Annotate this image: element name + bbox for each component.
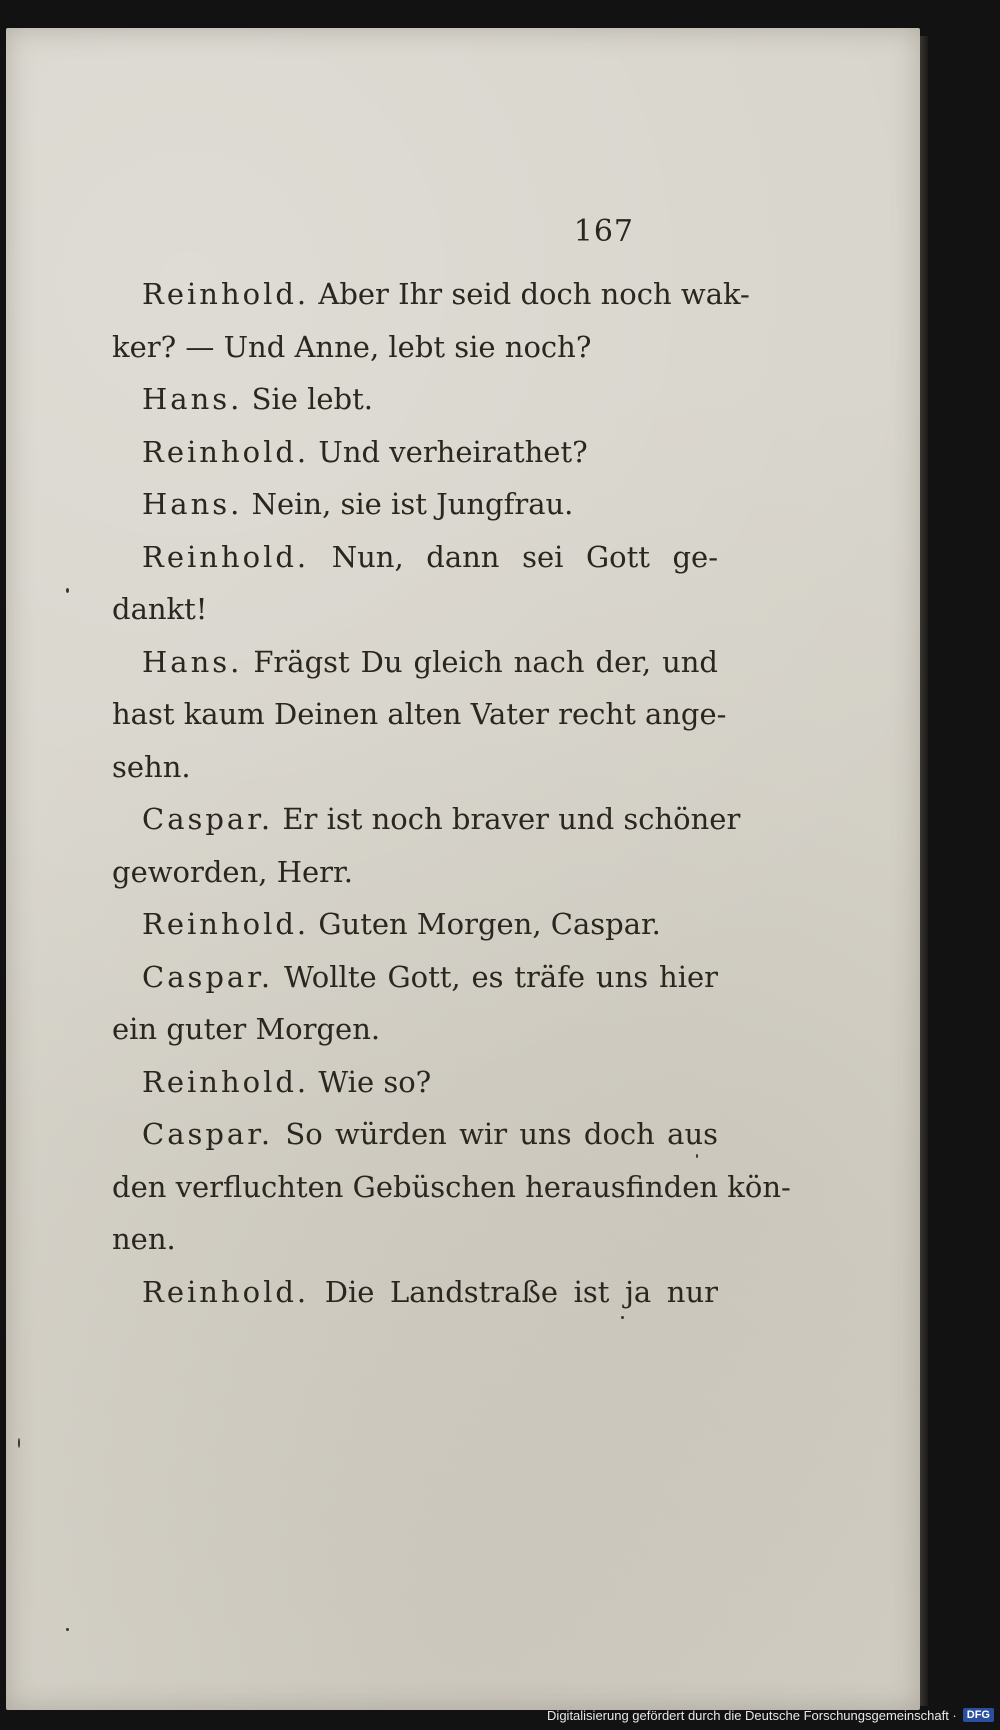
speaker-name: Reinhold.	[142, 1064, 310, 1099]
line-text: den verfluchten Gebüschen herausfinden kön-	[112, 1169, 791, 1204]
line-text: nen.	[112, 1222, 176, 1256]
text-line	[112, 1161, 791, 1214]
paper-speck	[621, 1316, 624, 1319]
page-number: 167	[573, 214, 634, 249]
line-text: geworden, Herr.	[112, 854, 353, 889]
book-page	[6, 28, 920, 1710]
speaker-name: Caspar.	[142, 802, 274, 836]
speaker-name: Reinhold.	[142, 434, 310, 469]
line-text: Nun, dann sei Gott ge-	[331, 539, 719, 574]
text-line	[112, 741, 718, 794]
line-text: Er ist noch braver und schöner	[282, 802, 741, 836]
text-line	[112, 1056, 718, 1109]
text-line	[112, 846, 718, 899]
text-line	[112, 531, 718, 584]
text-block	[112, 268, 791, 1318]
speaker-name: Hans.	[142, 644, 243, 679]
dfg-logo: DFG	[963, 1708, 994, 1722]
line-text: Frägst Du gleich nach der, und	[253, 644, 718, 679]
speaker-name: Hans.	[142, 487, 243, 521]
text-line	[112, 478, 718, 531]
paper-speck	[696, 1154, 698, 1158]
speaker-name: Reinhold.	[142, 277, 310, 311]
speaker-name: Caspar.	[142, 959, 274, 994]
line-text: ein guter Morgen.	[112, 1012, 381, 1046]
speaker-name: Reinhold.	[142, 907, 310, 941]
text-line	[112, 898, 718, 951]
text-line	[112, 793, 741, 846]
text-line	[112, 321, 718, 374]
text-line	[112, 268, 750, 321]
book-spine	[920, 36, 928, 1706]
speaker-name: Hans.	[142, 382, 243, 416]
speaker-name: Caspar.	[142, 1117, 274, 1151]
line-text: Sie lebt.	[251, 382, 373, 416]
paper-speck	[18, 1438, 20, 1448]
line-text: Wollte Gott, es träfe uns hier	[283, 959, 718, 994]
line-text: Und verheirathet?	[318, 434, 588, 469]
text-line	[112, 426, 718, 479]
text-line	[112, 1213, 718, 1266]
paper-speck	[66, 588, 69, 593]
text-line	[112, 373, 718, 426]
paper-speck	[66, 1628, 69, 1631]
text-line	[112, 1108, 718, 1161]
text-line	[112, 1003, 718, 1056]
line-text: dankt!	[112, 592, 208, 626]
speaker-name: Reinhold.	[142, 539, 310, 574]
digitization-credit	[547, 1704, 994, 1726]
line-text: Die Landstraße ist ja nur	[324, 1274, 719, 1309]
text-line	[112, 951, 718, 1004]
line-text: sehn.	[112, 749, 191, 784]
line-text: ker? — Und Anne, lebt sie noch?	[112, 329, 592, 364]
line-text: Aber Ihr seid doch noch wak-	[318, 277, 750, 311]
line-text: Wie so?	[318, 1064, 432, 1099]
line-text: Guten Morgen, Caspar.	[318, 907, 661, 941]
text-line	[112, 1266, 718, 1319]
speaker-name: Reinhold.	[142, 1274, 310, 1309]
line-text: So würden wir uns doch aus	[285, 1117, 718, 1151]
line-text: hast kaum Deinen alten Vater recht ange-	[112, 697, 727, 731]
text-line	[112, 636, 718, 689]
line-text: Nein, sie ist Jungfrau.	[251, 487, 574, 521]
text-line	[112, 688, 727, 741]
text-line	[112, 583, 718, 636]
credit-text: Digitalisierung gefördert durch die Deutsche Forschungsgemeinschaft ·	[547, 1707, 957, 1723]
